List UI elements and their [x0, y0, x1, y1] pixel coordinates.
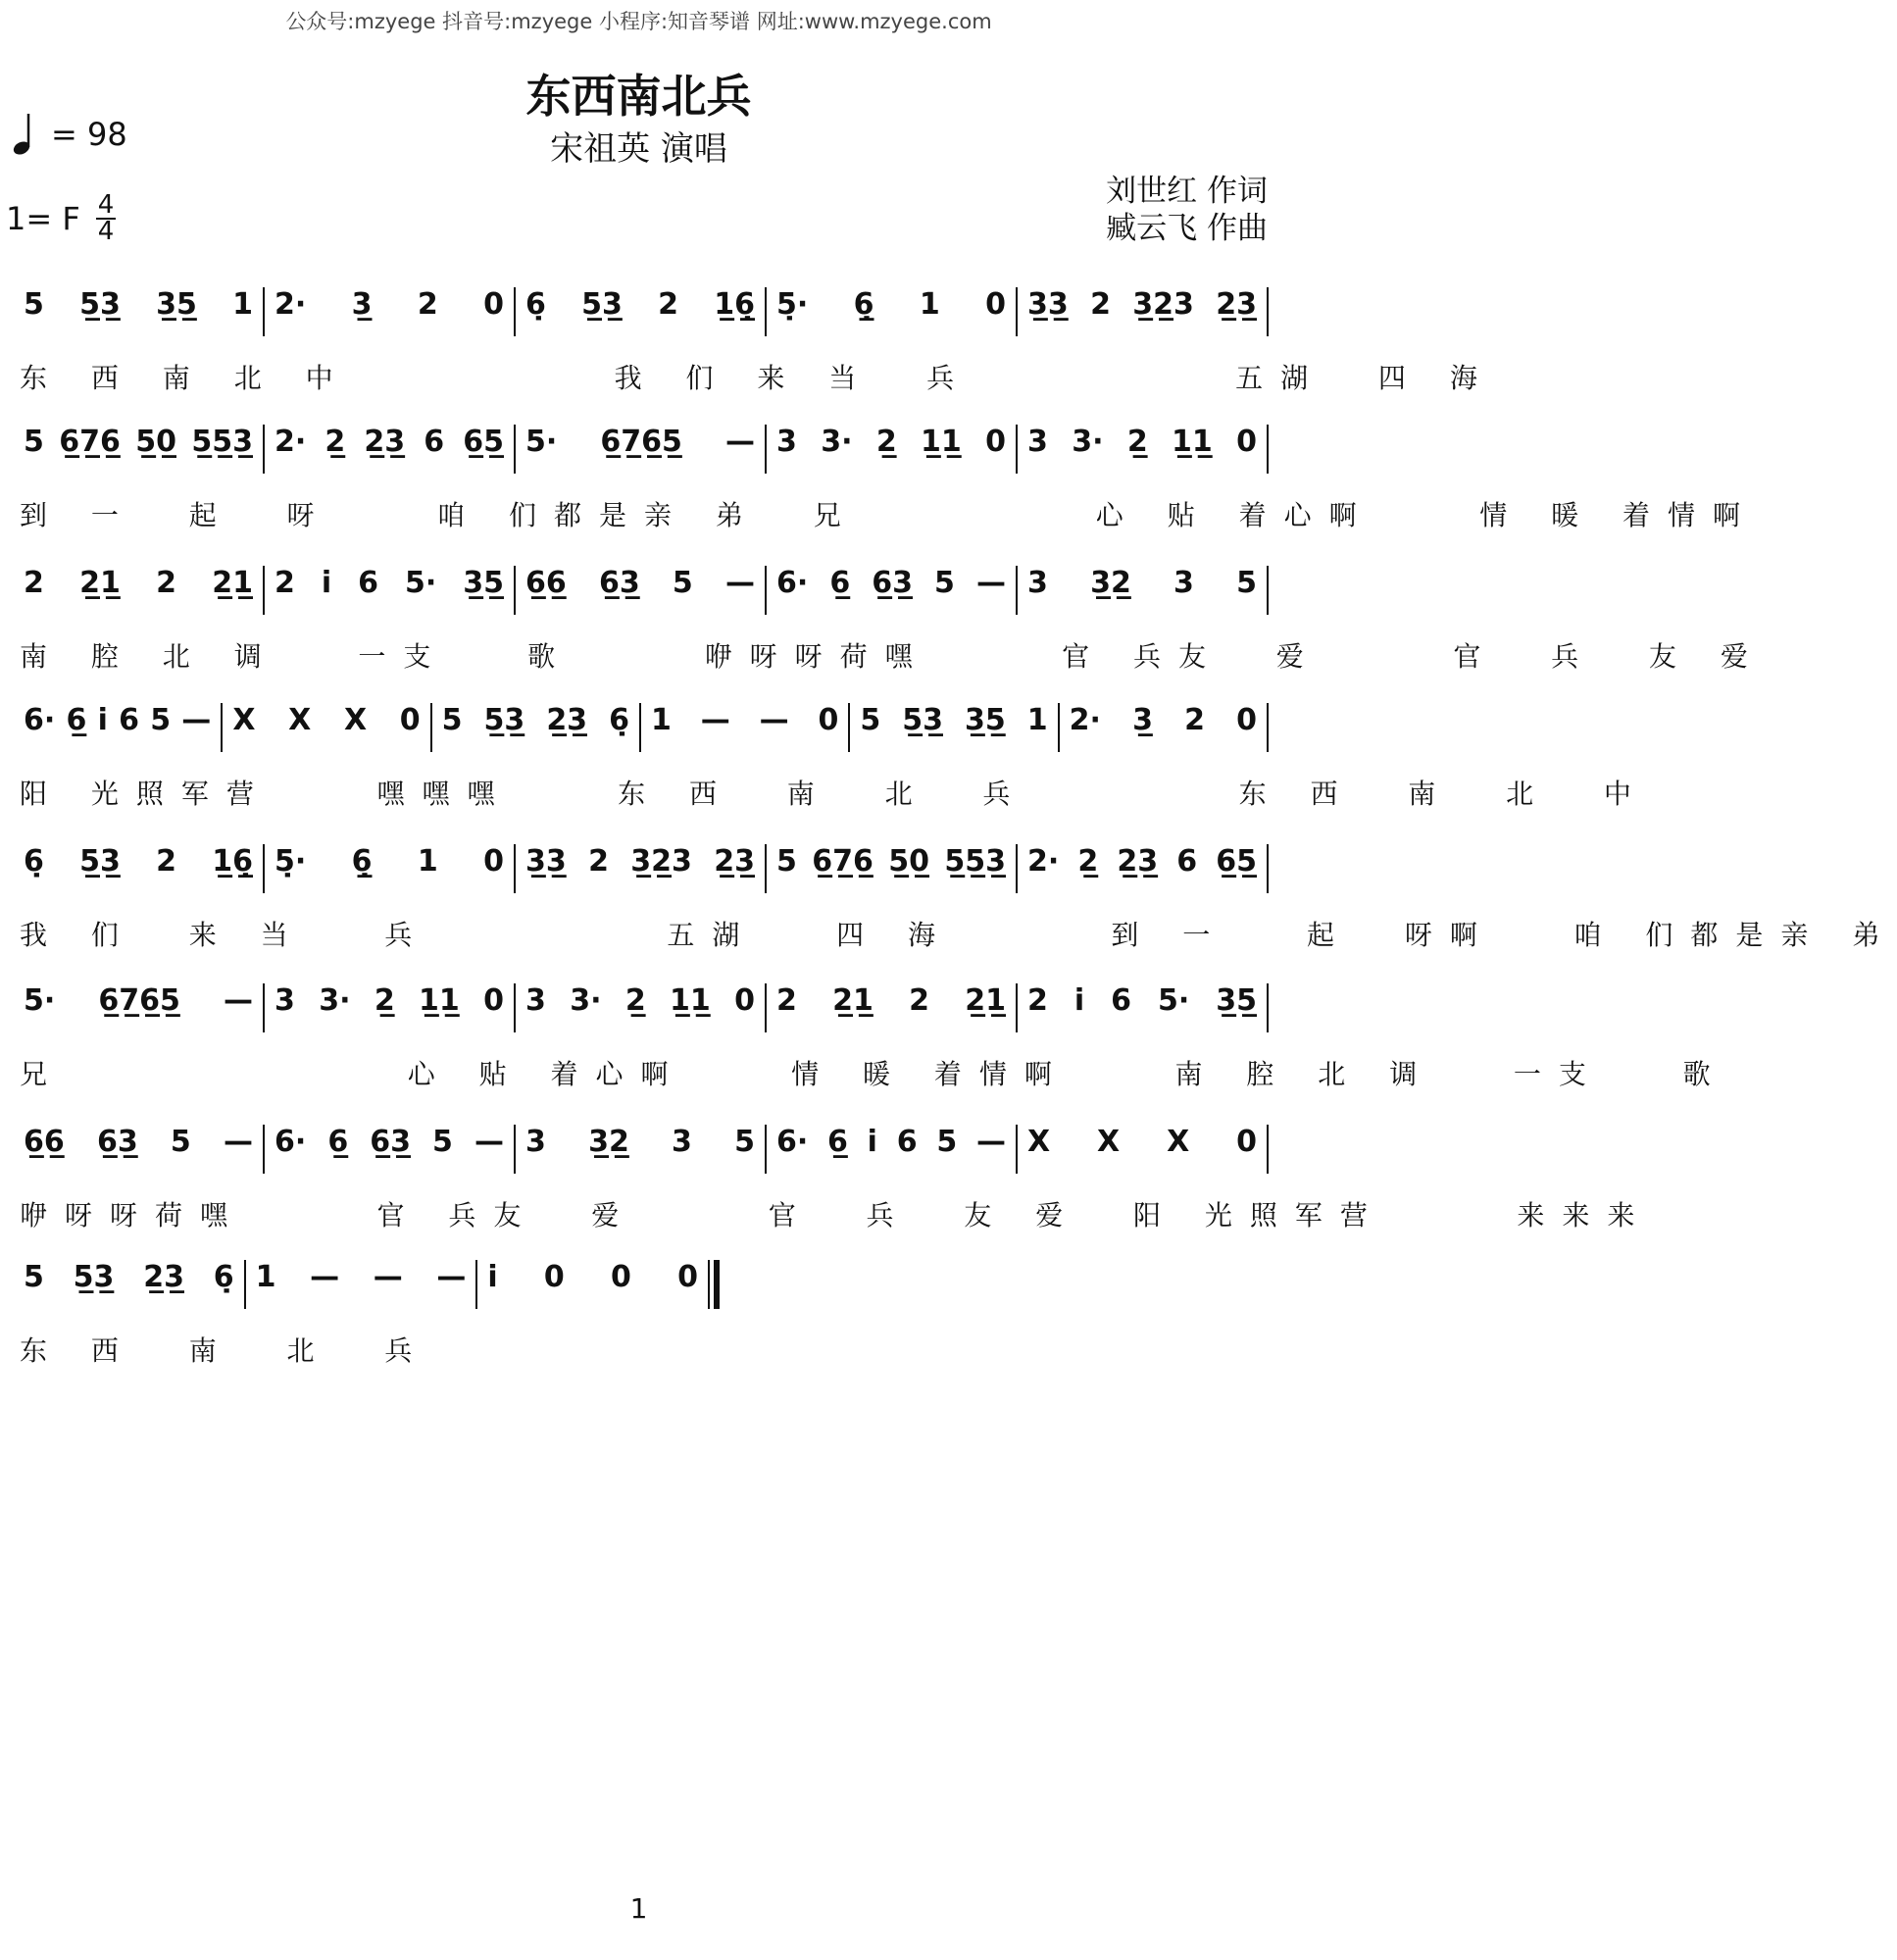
- score-system: [14, 284, 1495, 422]
- note: 3: [672, 1125, 692, 1159]
- note: —: [975, 566, 1006, 600]
- note: 2̲3̲: [714, 844, 755, 879]
- note: 1: [919, 287, 940, 322]
- note: —: [725, 425, 755, 459]
- note: 5·: [1157, 983, 1190, 1018]
- measure: [767, 422, 1016, 477]
- note: 6̲6̲: [24, 1125, 65, 1159]
- note: 1̲6̣̲: [212, 844, 253, 879]
- quarter-note-icon: [12, 112, 33, 157]
- note: X: [288, 703, 312, 737]
- note: 1̲6̣̲: [714, 287, 755, 322]
- note: 0: [399, 703, 421, 737]
- measure: [1060, 700, 1267, 755]
- measure: [1018, 284, 1267, 339]
- measure: [516, 1122, 765, 1177]
- note: 2: [1027, 983, 1048, 1018]
- time-signature: [96, 190, 117, 246]
- note: i: [487, 1260, 498, 1294]
- note: 6̲6̲: [525, 566, 567, 600]
- score-system: [14, 563, 1766, 700]
- credits: [1106, 173, 1268, 247]
- note: —: [759, 703, 789, 737]
- note: 6̲: [66, 703, 87, 737]
- tempo-marking: [12, 110, 127, 159]
- score-system: [14, 700, 1649, 837]
- note: 3: [275, 983, 295, 1018]
- measure: [516, 980, 765, 1035]
- note: 5·: [404, 566, 437, 600]
- measure: [477, 1257, 708, 1312]
- note: i: [1073, 983, 1085, 1018]
- note: 1̲1̲: [921, 425, 962, 459]
- note: 5: [734, 1125, 755, 1159]
- note: 3: [776, 425, 797, 459]
- time-signature-bottom: 4: [97, 217, 115, 246]
- note: 3: [1027, 566, 1048, 600]
- measure: [1018, 841, 1267, 896]
- note: 6: [896, 1125, 918, 1159]
- note: 5: [170, 1125, 191, 1159]
- note: 5: [432, 1125, 453, 1159]
- note: —: [975, 1125, 1006, 1159]
- barline: [1267, 844, 1269, 893]
- note: 2̲1̲: [832, 983, 874, 1018]
- note: 6̣̲: [351, 844, 373, 879]
- tempo-value: = 98: [51, 116, 127, 153]
- note: 5̲3̲: [79, 287, 121, 322]
- measure: [516, 284, 765, 339]
- measure: [223, 700, 429, 755]
- note: —: [724, 566, 755, 600]
- note: 0: [483, 287, 504, 322]
- score-system: [14, 1257, 720, 1394]
- measure: [14, 284, 263, 339]
- notes-row: [14, 1122, 1269, 1177]
- measure: [516, 422, 765, 477]
- note: 3·: [570, 983, 602, 1018]
- note: 2̲: [624, 983, 646, 1018]
- note: 6: [1111, 983, 1131, 1018]
- note: 5̲3̲: [581, 287, 623, 322]
- header-info-line: 公众号:mzyege 抖音号:mzyege 小程序:知音琴谱 网址:www.mzyege.com: [285, 10, 992, 33]
- note: 3̲2̲3: [1132, 287, 1194, 322]
- note: 5: [1236, 566, 1257, 600]
- note: 6̣: [213, 1260, 234, 1294]
- note: 3: [525, 983, 546, 1018]
- note: 6̲: [327, 1125, 349, 1159]
- note: 3·: [821, 425, 853, 459]
- score-system: [14, 422, 1759, 559]
- note: 2: [275, 566, 295, 600]
- note: 5: [24, 1260, 44, 1294]
- time-signature-top: 4: [97, 190, 115, 220]
- note: 2·: [275, 287, 307, 322]
- measure: [265, 563, 514, 618]
- measure: [14, 563, 263, 618]
- note: 6̲3̲: [370, 1125, 411, 1159]
- note: 0: [985, 425, 1006, 459]
- note: 2̲1̲: [212, 566, 253, 600]
- measure: [767, 284, 1016, 339]
- lyrics-row: 咿呀呀荷嘿 官 兵友 爱 官 兵 友 爱 阳 光照军营 来来来: [20, 1199, 1653, 1231]
- note: 0: [1236, 425, 1257, 459]
- note: 2̲3̲: [546, 703, 588, 737]
- note: 2·: [1069, 703, 1101, 737]
- note: 2: [24, 566, 44, 600]
- score-system: [14, 1122, 1653, 1259]
- note: 1̲1̲: [670, 983, 711, 1018]
- note: 3̲5̲: [463, 566, 504, 600]
- notes-row: [14, 980, 1269, 1035]
- note: —: [474, 1125, 504, 1159]
- note: 2̲1̲: [79, 566, 121, 600]
- note: 5̣·: [776, 287, 809, 322]
- measure: [14, 1257, 244, 1312]
- note: i: [97, 703, 108, 737]
- note: 2: [156, 844, 176, 879]
- note: 0: [483, 983, 504, 1018]
- note: 5: [24, 425, 44, 459]
- note: X: [1167, 1125, 1190, 1159]
- measure: [1018, 563, 1267, 618]
- note: 0: [1236, 703, 1257, 737]
- measure: [767, 563, 1016, 618]
- note: X: [1097, 1125, 1121, 1159]
- note: 2: [1184, 703, 1205, 737]
- note: 3̲2̲3: [630, 844, 692, 879]
- note: —: [224, 983, 253, 1018]
- note: 6̣̲: [853, 287, 874, 322]
- note: 2̲: [875, 425, 897, 459]
- note: 2̲3̲: [143, 1260, 184, 1294]
- lyrics-row: 东 西 南 北 中 我 们 来 当 兵 五湖 四 海: [20, 362, 1495, 394]
- key-label: 1= F: [6, 200, 80, 237]
- note: 2: [417, 287, 438, 322]
- note: 5: [672, 566, 693, 600]
- note: 0: [543, 1260, 565, 1294]
- note: 6̲7̲6̲5̲: [98, 983, 180, 1018]
- note: 5̣·: [275, 844, 307, 879]
- note: 6̲5̲: [1216, 844, 1257, 879]
- measure: [14, 1122, 263, 1177]
- note: 1: [255, 1260, 276, 1294]
- score-system: [14, 980, 1728, 1118]
- note: 1: [650, 703, 672, 737]
- note: 0: [677, 1260, 699, 1294]
- note: 6: [1176, 844, 1198, 879]
- note: 5: [24, 287, 44, 322]
- note: —: [223, 1125, 253, 1159]
- note: 2̲: [1126, 425, 1148, 459]
- note: 2̲3̲: [364, 425, 406, 459]
- note: 1̲1̲: [1172, 425, 1213, 459]
- note: 3·: [1072, 425, 1104, 459]
- note: 2: [156, 566, 176, 600]
- note: 3̲2̲: [1090, 566, 1131, 600]
- lyrics-row: 东 西 南 北 兵: [20, 1334, 430, 1367]
- notes-row: [14, 422, 1269, 477]
- note: 3: [1173, 566, 1194, 600]
- measure: [767, 980, 1016, 1035]
- measure: [516, 841, 765, 896]
- lyrics-row: 兄 心 贴 着心啊 情 暖 着情啊 南 腔 北 调 一支 歌: [20, 1058, 1728, 1090]
- note: —: [373, 1260, 403, 1294]
- note: 0: [734, 983, 755, 1018]
- measure: [516, 563, 765, 618]
- note: —: [700, 703, 730, 737]
- measure: [265, 841, 514, 896]
- note: —: [436, 1260, 467, 1294]
- lyrics-row: 南 腔 北 调 一支 歌 咿呀呀荷嘿 官 兵友 爱 官 兵 友 爱: [20, 640, 1766, 673]
- note: 5·: [24, 983, 56, 1018]
- note: 2: [1090, 287, 1111, 322]
- note: 3̲5̲: [1216, 983, 1257, 1018]
- note: 6·: [24, 703, 56, 737]
- note: 6̲7̲6̲: [812, 844, 874, 879]
- note: 5: [441, 703, 463, 737]
- note: 5̲3̲: [902, 703, 943, 737]
- note: 5̲0̲: [888, 844, 929, 879]
- barline: [1267, 425, 1269, 474]
- note: 5: [934, 566, 955, 600]
- note: 3̲5̲: [964, 703, 1006, 737]
- measure: [265, 980, 514, 1035]
- note: 6̲5̲: [463, 425, 504, 459]
- note: 5̲3̲: [73, 1260, 115, 1294]
- final-barline: [708, 1260, 720, 1309]
- barline: [1267, 287, 1269, 336]
- note: X: [343, 703, 368, 737]
- note: 2̲1̲: [965, 983, 1006, 1018]
- measure: [432, 700, 639, 755]
- note: 3̲3̲: [1027, 287, 1069, 322]
- key-signature: [6, 192, 116, 245]
- note: 6: [358, 566, 378, 600]
- notes-row: [14, 700, 1269, 755]
- note: 6̣: [24, 844, 44, 879]
- note: 2̲: [324, 425, 346, 459]
- note: 5: [936, 1125, 958, 1159]
- note: 0: [985, 287, 1006, 322]
- lyricist-credit: 刘世红 作词: [1106, 174, 1268, 209]
- score-system: [14, 841, 1897, 979]
- measure: [14, 700, 221, 755]
- note: 1̲1̲: [419, 983, 460, 1018]
- note: 6̲7̲6̲: [59, 425, 121, 459]
- barline: [1267, 566, 1269, 615]
- note: 6·: [776, 566, 809, 600]
- note: 3̲5̲: [156, 287, 197, 322]
- measure: [641, 700, 848, 755]
- note: 6̣: [609, 703, 629, 737]
- note: 2: [776, 983, 797, 1018]
- note: 0: [1236, 1125, 1257, 1159]
- note: 0: [818, 703, 839, 737]
- barline: [1267, 703, 1269, 752]
- note: —: [310, 1260, 340, 1294]
- measure: [850, 700, 1057, 755]
- note: 3·: [319, 983, 351, 1018]
- note: 1: [417, 844, 438, 879]
- note: 5: [860, 703, 881, 737]
- note: 5̲0̲: [135, 425, 176, 459]
- note: 5: [150, 703, 172, 737]
- lyrics-row: 我 们 来 当 兵 五湖 四 海 到 一 起 呀啊 咱 们都是亲 弟: [20, 919, 1897, 951]
- measure: [14, 841, 263, 896]
- note: 5·: [525, 425, 558, 459]
- notes-row: [14, 1257, 720, 1312]
- note: 6̲7̲6̲5̲: [600, 425, 682, 459]
- note: 3̲: [351, 287, 373, 322]
- note: 5̲5̲3̲: [944, 844, 1006, 879]
- notes-row: [14, 563, 1269, 618]
- composer-credit: 臧云飞 作曲: [1106, 211, 1268, 246]
- measure: [265, 1122, 514, 1177]
- note: 2·: [1027, 844, 1060, 879]
- measure: [767, 841, 1016, 896]
- note: 2̲3̲: [1117, 844, 1159, 879]
- note: 3: [525, 1125, 546, 1159]
- measure: [1018, 980, 1267, 1035]
- measure: [767, 1122, 1016, 1177]
- measure: [1018, 422, 1267, 477]
- note: 5̲5̲3̲: [191, 425, 253, 459]
- note: 5: [776, 844, 797, 879]
- note: X: [1027, 1125, 1051, 1159]
- note: X: [232, 703, 256, 737]
- note: 3̲2̲: [588, 1125, 629, 1159]
- note: 6: [119, 703, 139, 737]
- note: 1: [232, 287, 253, 322]
- barline: [1267, 1125, 1269, 1174]
- barline: [1267, 983, 1269, 1032]
- note: 2̲3̲: [1216, 287, 1257, 322]
- measure: [265, 422, 514, 477]
- note: 2̲: [374, 983, 395, 1018]
- note: i: [867, 1125, 877, 1159]
- note: 0: [483, 844, 504, 879]
- measure: [246, 1257, 476, 1312]
- singer-credit: 宋祖英 演唱: [550, 129, 727, 169]
- note: 2̲: [1077, 844, 1099, 879]
- notes-row: [14, 841, 1269, 896]
- measure: [1018, 1122, 1267, 1177]
- note: 1: [1026, 703, 1048, 737]
- note: 5̲3̲: [483, 703, 525, 737]
- note: 6: [424, 425, 445, 459]
- note: 6̲: [829, 566, 851, 600]
- note: i: [321, 566, 332, 600]
- note: 6̲3̲: [872, 566, 913, 600]
- note: 6̲: [827, 1125, 848, 1159]
- note: 2: [588, 844, 609, 879]
- song-title: 东西南北兵: [525, 70, 752, 123]
- note: 6̲3̲: [598, 566, 640, 600]
- note: 2: [658, 287, 678, 322]
- measure: [14, 980, 263, 1035]
- note: 3̲: [1132, 703, 1153, 737]
- lyrics-row: 到 一 起 呀 咱 们都是亲 弟 兄 心 贴 着心啊 情 暖 着情啊: [20, 499, 1759, 531]
- lyrics-row: 阳 光照军营 嘿嘿嘿 东 西 南 北 兵 东 西 南 北 中: [20, 778, 1649, 810]
- note: 3̲3̲: [525, 844, 567, 879]
- note: 0: [611, 1260, 631, 1294]
- notes-row: [14, 284, 1269, 339]
- note: 6̲3̲: [96, 1125, 138, 1159]
- page-number: 1: [629, 1892, 648, 1925]
- note: —: [181, 703, 212, 737]
- measure: [14, 422, 263, 477]
- note: 3: [1027, 425, 1048, 459]
- note: 2: [909, 983, 929, 1018]
- note: 5̲3̲: [79, 844, 121, 879]
- note: 6·: [275, 1125, 307, 1159]
- note: 6·: [776, 1125, 809, 1159]
- measure: [265, 284, 514, 339]
- note: 2·: [275, 425, 307, 459]
- note: 6̣: [525, 287, 546, 322]
